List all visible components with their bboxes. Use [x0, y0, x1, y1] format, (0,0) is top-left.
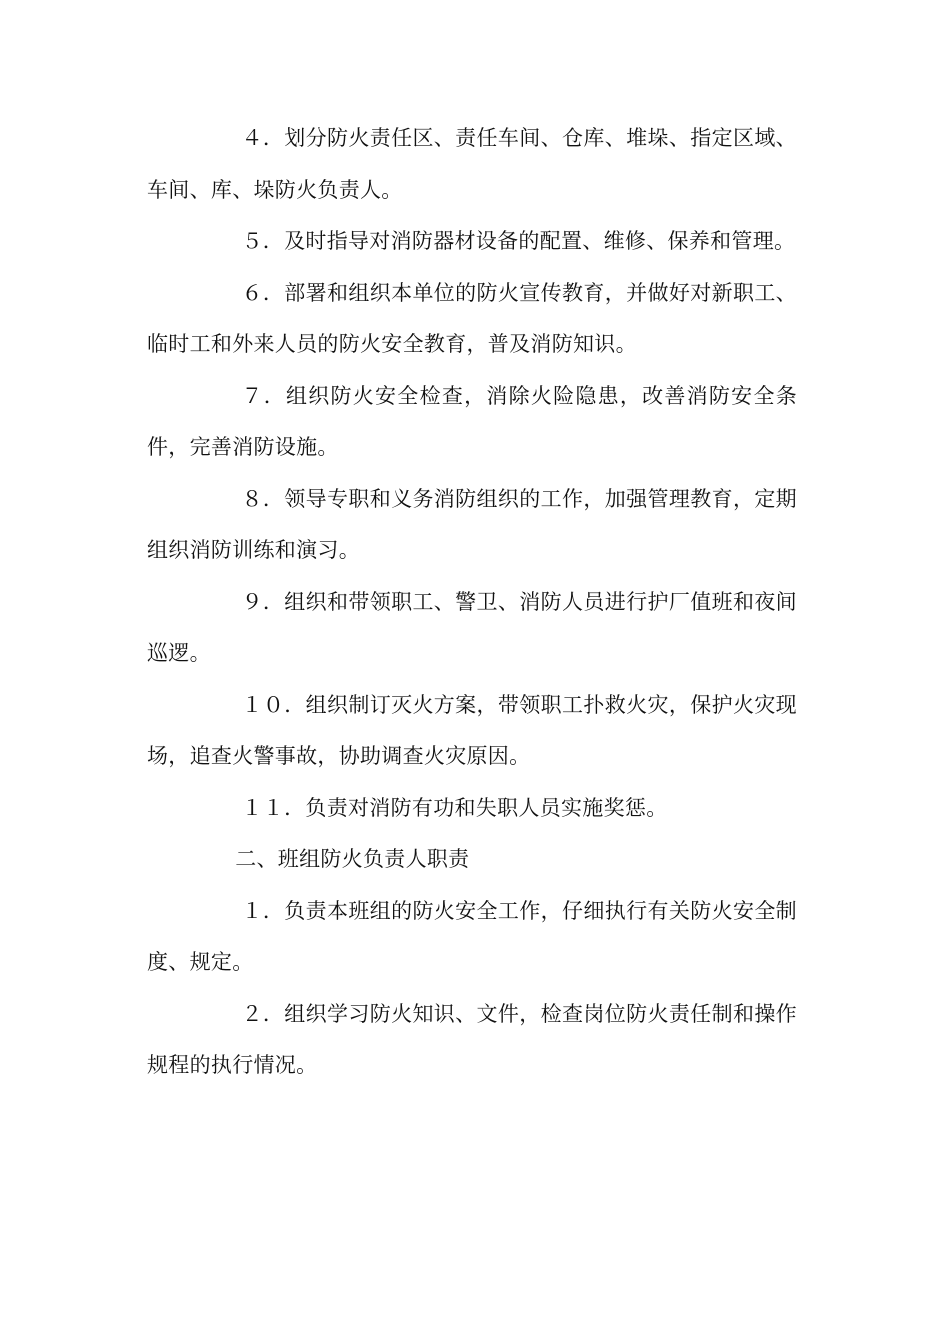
paragraph-item-1: １．负责本班组的防火安全工作，仔细执行有关防火安全制度、规定。: [147, 898, 797, 974]
paragraph-item-6: ６．部署和组织本单位的防火宣传教育，并做好对新职工、临时工和外来人员的防火安全教育，普及消防知识。: [147, 280, 797, 356]
section-heading: 二、班组防火负责人职责: [235, 847, 470, 871]
paragraph-item-11: １１．负责对消防有功和失职人员实施奖惩。: [241, 795, 668, 820]
document-body: [147, 113, 797, 1092]
paragraph-item-7: ７．组织防火安全检查，消除火险隐患，改善消防安全条件，完善消防设施。: [147, 383, 797, 459]
paragraph-item-2: ２．组织学习防火知识、文件，检查岗位防火责任制和操作规程的执行情况。: [147, 1001, 797, 1077]
paragraph-item-10: １０．组织制订灭火方案，带领职工扑救火灾，保护火灾现场，追查火警事故，协助调查火灾原因。: [147, 692, 797, 768]
paragraph-item-8: ８．领导专职和义务消防组织的工作，加强管理教育，定期组织消防训练和演习。: [147, 486, 797, 562]
paragraph-item-5: ５．及时指导对消防器材设备的配置、维修、保养和管理。: [241, 229, 796, 253]
paragraph-item-9: ９．组织和带领职工、警卫、消防人员进行护厂值班和夜间巡逻。: [147, 589, 797, 665]
paragraph-item-4: ４．划分防火责任区、责任车间、仓库、堆垛、指定区域、车间、库、垛防火负责人。: [147, 126, 797, 202]
